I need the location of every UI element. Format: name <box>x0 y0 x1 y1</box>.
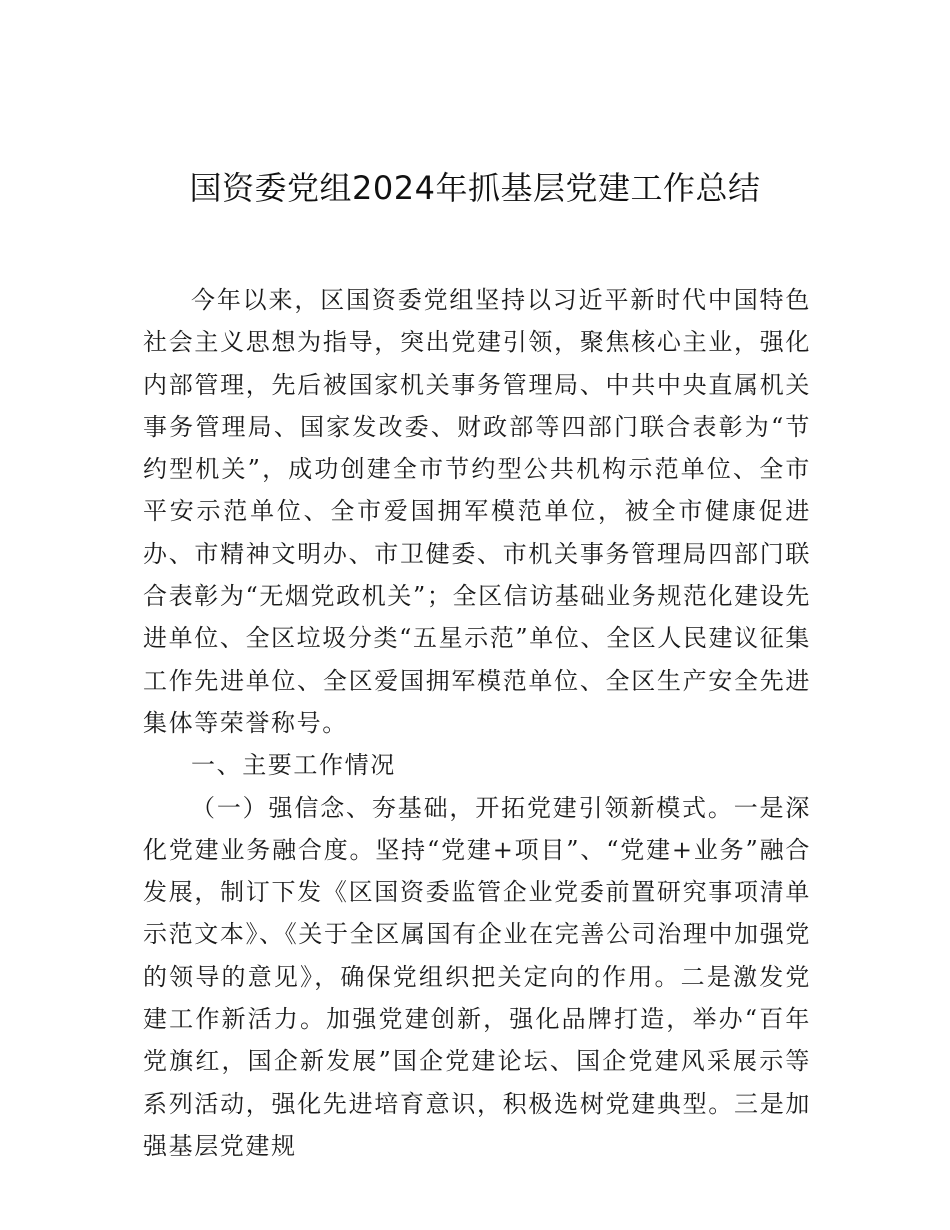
intro-paragraph: 今年以来，区国资委党组坚持以习近平新时代中国特色社会主义思想为指导，突出党建引领，聚焦核心主业，强化内部管理，先后被国家机关事务管理局、中共中央直属机关事务管理局、国家发改委、财政部等四部门联合表彰为“节约型机关”，成功创建全市节约型公共机构示范单位、全市平安示范单位、全市爱国拥军模范单位，被全市健康促进办、市精神文明办、市卫健委、市机关事务管理局四部门联合表彰为“无烟党政机关”；全区信访基础业务规范化建设先进单位、全区垃圾分类“五星示范”单位、全区人民建议征集工作先进单位、全区爱国拥军模范单位、全区生产安全先进集体等荣誉称号。 <box>143 286 811 737</box>
subsection-paragraph: （一）强信念、夯基础，开拓党建引领新模式。一是深化党建业务融合度。坚持“党建+项目”、“党建+业务”融合发展，制订下发《区国资委监管企业党委前置研究事项清单示范文本》、《关于全区属国有企业在完善公司治理中加强党的领导的意见》，确保党组织把关定向的作用。二是激发党建工作新活力。加强党建创新，强化品牌打造，举办“百年党旗红，国企新发展”国企党建论坛、国企党建风采展示等系列活动，强化先进培育意识，积极选树党建典型。三是加强基层党建规 <box>143 793 811 1160</box>
document-title: 国资委党组2024年抓基层党建工作总结 <box>189 169 761 207</box>
document-body <box>143 279 811 1167</box>
section-heading: 一、主要工作情况 <box>191 751 396 780</box>
